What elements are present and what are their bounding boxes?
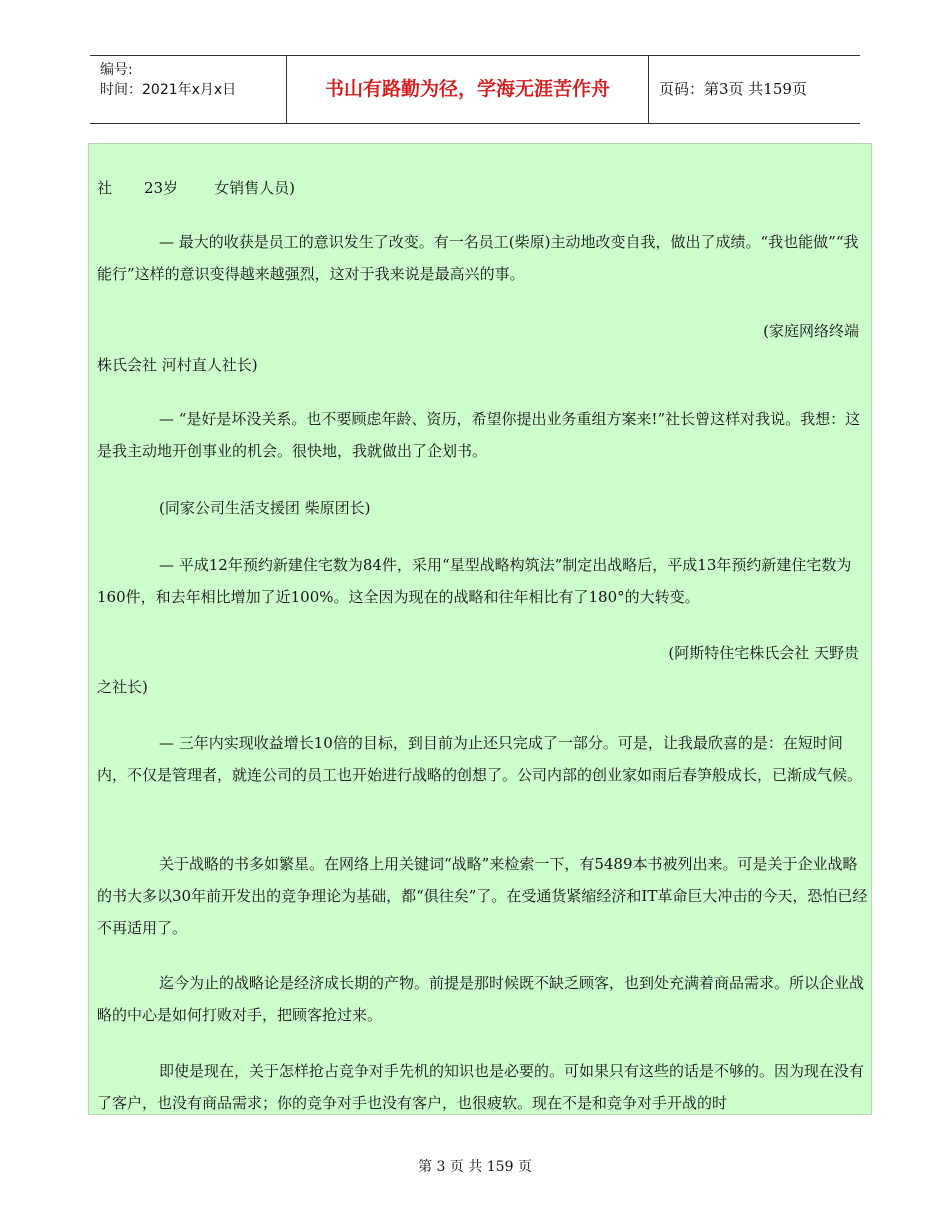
paragraph-6: 迄今为止的战略论是经济成长期的产物。前提是那时候既不缺乏顾客，也到处充满着商品需求。所以企业战略的中心是如何打败对手，把顾客抢过来。 (97, 974, 865, 1024)
number-label: 编号: (100, 62, 133, 78)
attribution-3b: 之社长) (97, 678, 148, 696)
document-body (88, 143, 872, 1115)
page-footer: 第 3 页 共 159 页 (418, 1159, 532, 1175)
paragraph-1: — 最大的收获是员工的意识发生了改变。有一名员工(柴原)主动地改变自我，做出了成绩。“我也能做”“我能行”这样的意识变得越来越强烈，这对于我来说是最高兴的事。 (97, 233, 859, 283)
line1-part-b: 23岁 (144, 179, 179, 197)
line1-part-a: 社 (97, 179, 113, 197)
paragraph-2: — “是好是坏没关系。也不要顾虑年龄、资历，希望你提出业务重组方案来!”社长曾这样对我说。我想：这是我主动地开创事业的机会。很快地，我就做出了企划书。 (97, 410, 861, 460)
header-motto: 书山有路勤为径，学海无涯苦作舟 (287, 56, 649, 123)
body-line-1 (97, 172, 869, 204)
paragraph-7: 即使是现在，关于怎样抢占竞争对手先机的知识也是必要的。可如果只有这些的话是不够的。因为现在没有了客户，也没有商品需求；你的竞争对手也没有客户，也很疲软。现在不是和竞争对手开战的时 (97, 1062, 865, 1112)
paragraph-5: 关于战略的书多如繁星。在网络上用关键词“战略”来检索一下，有5489本书被列出来。可是关于企业战略的书大多以30年前开发出的竞争理论为基础，都“俱往矣”了。在受通货紧缩经济和IT革命巨大冲击的今天，恐怕已经不再适用了。 (97, 855, 868, 937)
attribution-2: (同家公司生活支援团 柴原团长) (159, 499, 371, 517)
time-label: 时间：2021年x月x日 (100, 82, 237, 98)
paragraph-4: — 三年内实现收益增长10倍的目标，到目前为止还只完成了一部分。可是，让我最欣喜的是：在短时间内，不仅是管理者，就连公司的员工也开始进行战略的创想了。公司内部的创业家如雨后春笋般成长，已渐成气候。 (97, 734, 863, 784)
page-header (90, 55, 860, 124)
attribution-1b: 株氏会社 河村直人社长) (97, 356, 258, 374)
paragraph-3: — 平成12年预约新建住宅数为84件，采用“星型战略构筑法”制定出战略后，平成13年预约新建住宅数为160件，和去年相比增加了近100%。这全因为现在的战略和往年相比有了180°的大转变。 (97, 556, 852, 606)
attribution-1a: (家庭网络终端 (763, 322, 859, 340)
header-meta (90, 56, 287, 123)
attribution-3a: (阿斯特住宅株氏会社 天野贵 (668, 644, 859, 662)
header-page-info: 页码：第3页 共159页 (659, 80, 807, 98)
line1-part-c: 女销售人员) (214, 179, 295, 197)
